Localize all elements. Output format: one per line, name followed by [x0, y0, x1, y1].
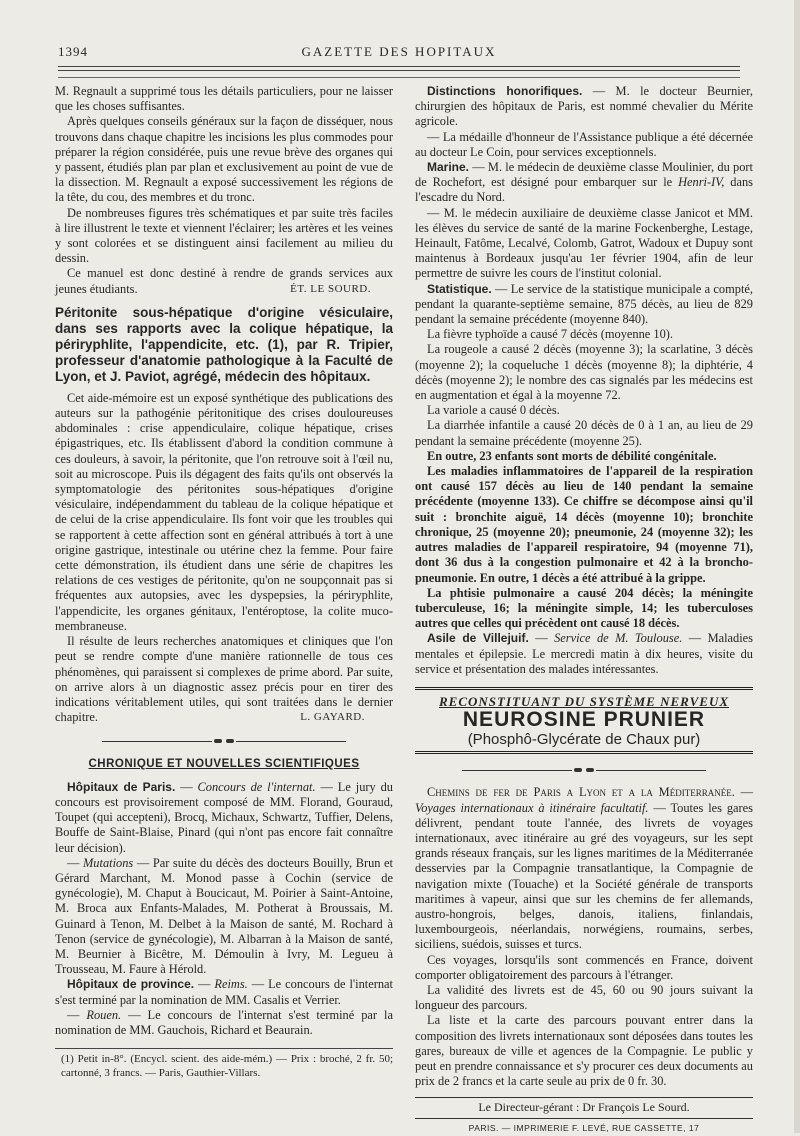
page-header	[58, 44, 740, 64]
news-item: Hôpitaux de Paris. — Concours de l'internat. — Le jury du concours est provisoirement composé de MM. Florand, Gouraud, Toupet (qui accepteni), Brocq, Michaux, Schwartz, Tuffier, Delens, Bouffe de Saint-Blaise, Pinard (qui n'ont pas encore fait connaître leur décision).	[55, 779, 393, 855]
paragraph	[55, 266, 393, 296]
run-in-heading: Asile de Villejuif.	[427, 631, 529, 646]
news-item: Asile de Villejuif. — Service de M. Toulouse. — Maladies mentales et épilepsie. Le mercredi matin à dix heures, visite du service et présentation des malades intéressantes.	[415, 631, 753, 676]
news-text: — Le concours de l'internat s'est terminé par la nomination de MM. Casalis et Verrier.	[55, 977, 393, 1007]
news-text: dans l'escadre du Nord.	[415, 175, 753, 205]
ad-product-name: NEUROSINE PRUNIER	[462, 708, 706, 732]
run-in-heading: Hôpitaux de province.	[67, 977, 195, 992]
paragraph: Ces voyages, lorsqu'ils sont commencés en France, doivent comporter obligatoirement des parcours à l'étranger.	[415, 952, 753, 982]
stat-line: La phtisie pulmonaire a causé 204 décès; la méningite tuberculeuse, 16; la méningite simple, 14; les tuberculoses autres que celles qui précèdent ont causé 18 décès.	[415, 585, 753, 631]
news-text: — Maladies mentales et épilepsie. Le mercredi matin à dix heures, visite du service et présentation des malades intéressantes.	[415, 631, 753, 676]
italic-subhead: Concours de l'internat.	[197, 779, 316, 794]
paragraph-text: Ce manuel est donc destiné à rendre de grands services aux jeunes étudiants.	[55, 266, 393, 296]
news-item: — Mutations — Par suite du décès des docteurs Bouilly, Brun et Gérard Marchant, M. Monod passe à Cochin (service de gynécologie), M. Chaput à Boucicaut, M. Poirier à Saint-Antoine, M. Broca aux Enfants-Malades, M. Potherat à Broussais, M. Guinard à Tenon, M. Delbet à la Maison de santé, M. Rochard à Tenon (service de gynécologie), M. Albarran à la Maison de santé, M. Beurnier à Bicêtre, M. Démoulin à Ivry, M. Legueu à Trousseau, M. Faure à Hérold.	[55, 855, 393, 977]
stat-line: La variole a causé 0 décès.	[427, 403, 560, 418]
italic-subhead: Mutations	[82, 855, 134, 870]
notice-text: — Toutes les gares délivrent, pendant toute l'année, des livrets de voyages internationaux, avec itinéraire au gré des voyageurs, sur les sept grands réseaux français, sur les lignes maritimes de la Méditerranée desservies par la Compagnie transatlantique, la Compagnie de navigation mixte (Touache) et la Société générale de transports maritimes à vapeur, ainsi que sur les chemins de fer allemands, austro-hongrois, belges, danois, italiens, finlandais, luxembourgeois, néerlandais, norwégiens, roumains, serbes, siciliens, suédois, suisses et turcs.	[415, 800, 753, 952]
italic-subhead: Voyages internationaux à itinéraire facultatif.	[415, 800, 649, 815]
journal-title: GAZETTE DES HOPITAUX	[301, 44, 497, 59]
news-text: — Le jury du concours est provisoirement composé de MM. Florand, Gouraud, Toupet (qui accepteni), Brocq, Michaux, Schwartz, Tuffier, Delens, Bouffe de Saint-Blaise, Pinard (qui n'ont pas encore fait connaître leur décision).	[55, 779, 393, 855]
page-number: 1394	[58, 44, 88, 59]
news-text: — M. le médecin de deuxième classe Moulinier, du port de Rochefort, est désigné pour embarquer sur le	[415, 160, 753, 190]
signature: L. GAYARD.	[300, 711, 365, 724]
stat-line: La fièvre typhoïde a causé 7 décès (moyenne 10).	[427, 327, 673, 342]
news-item	[415, 84, 753, 130]
left-column	[55, 84, 393, 1080]
paragraph	[55, 634, 393, 725]
paragraph: La liste et la carte des parcours pouvant entrer dans la composition des livrets internationaux sont déposées dans toutes les gares, bureaux de ville et agences de la Compagnie. Le public y peut en prendre connaissance et s'y procurer ces deux documents au prix de 2 francs et la carte seule au prix de 0 fr. 30.	[415, 1013, 753, 1089]
managing-director: Le Directeur-gérant : Dr François Le Sourd.	[415, 1097, 753, 1118]
news-text: — M. le docteur Beurnier, chirurgien des hôpitaux de Paris, est nommé chevalier du Mérite agricole.	[415, 84, 753, 129]
italic-subhead: Rouen.	[86, 1007, 122, 1022]
news-item: Hôpitaux de province. — Reims. — Le concours de l'internat s'est terminé par la nomination de MM. Casalis et Verrier.	[55, 977, 393, 1007]
separator-ornament	[415, 762, 753, 777]
footnote: (1) Petit in-8°. (Encycl. scient. des aide-mém.) — Prix : broché, 2 fr. 50; cartonné, 3 francs. — Paris, Gauthier-Villars.	[61, 1053, 393, 1079]
news-item	[415, 282, 753, 328]
page-edge	[794, 0, 800, 1133]
paragraph: M. Regnault a supprimé tous les détails particuliers, pour ne laisser que les choses suffisantes.	[55, 84, 393, 114]
news-item: — M. le médecin auxiliaire de deuxième classe Janicot et MM. les élèves du service de santé de la marine Fockenberghe, Lestage, Heinault, Fatôme, Lecalvé, Colomb, Gatrot, Wadoux et Dupuy sont maintenus à Bordeaux jusqu'au 1er février 1904, afin de leur permettre de suivre les cours de l'institut colonial.	[415, 205, 753, 281]
signature: ÉT. LE SOURD.	[290, 282, 371, 295]
notice-heading: Chemins de fer de Paris a Lyon et a la Méditerranée.	[427, 785, 735, 800]
separator-ornament	[55, 733, 393, 748]
ad-tagline: RECONSTITUANT DU SYSTÈME NERVEUX	[438, 693, 729, 709]
news-item	[415, 160, 753, 206]
stat-line: La rougeole a causé 2 décès (moyenne 3); la scarlatine, 3 décès (moyenne 2); la coqueluche 1 décès (moyenne 8); la diphtérie, 4 décès (moyenne 2); le nombre des cas signalés par les médecins est en augmentation et égal à la moyenne 72.	[415, 342, 753, 403]
printer-imprint: PARIS. — IMPRIMERIE F. LEVÉ, RUE CASSETTE, 17	[468, 1122, 700, 1133]
footnote-rule	[55, 1048, 393, 1049]
run-in-heading: Hôpitaux de Paris.	[67, 779, 176, 794]
notice: Chemins de fer de Paris a Lyon et a la Méditerranée. — Voyages internationaux à itinéraire facultatif. — Toutes les gares délivrent, pendant toute l'année, des livrets de voyages internationaux, avec itinéraire au gré des voyageurs, sur les sept grands réseaux français, sur les lignes maritimes de la Méditerranée desservies par la Compagnie transatlantique, la Compagnie de navigation mixte (Touache) et la Société générale de transports maritimes à vapeur, ainsi que sur les chemins de fer allemands, austro-hongrois, belges, danois, italiens, finlandais, luxembourgeois, néerlandais, norwégiens, roumains, serbes, siciliens, suédois, suisses et turcs.	[415, 785, 753, 952]
ad-subtitle: (Phosphô-Glycérate de Chaux pur)	[467, 731, 701, 749]
paragraph-text: Il résulte de leurs recherches anatomiques et cliniques que l'on peut se rendre compte d'une manière rationnelle de tous ces phénomènes, qui paraissent si complexes de prime abord. Par suite, on arrive alors à un diagnostic assez précis pour en tirer des indications véritablement utiles, qui sont traitées dans le dernier chapitre.	[55, 634, 393, 725]
news-item: — La médaille d'honneur de l'Assistance publique a été décernée au docteur Le Coin, pour services exceptionnels.	[415, 129, 753, 159]
news-text: — Le service de la statistique municipale a compté, pendant la quarante-septième semaine, 875 décès, au lieu de 829 pendant la semaine précédente (moyenne 840).	[415, 281, 753, 327]
header-rule	[58, 77, 740, 78]
stat-line: En outre, 23 enfants sont morts de débilité congénitale.	[427, 448, 717, 463]
paragraph: La validité des livrets est de 45, 60 ou 90 jours suivant la longueur des parcours.	[415, 982, 753, 1013]
paragraph: Après quelques conseils généraux sur la façon de disséquer, nous trouvons dans chaque chapitre les incisions les plus commodes pour préparer la région considérée, puis une revue brève des organes qui y passent, étudiés plan par plan et exclusivement au point de vue de la dissection. M. Regnault a exposé successivement les régions de la tête, du cou, des membres et du tronc.	[55, 114, 393, 205]
italic-subhead: Reims.	[214, 977, 248, 992]
ship-name: Henri-IV,	[678, 175, 725, 190]
review-heading: Péritonite sous-hépatique d'origine vésiculaire, dans ses rapports avec la colique hépatique, la périryphlite, l'appendicite, etc. (1), par R. Tripier, professeur d'anatomie pathologique à la Faculté de Lyon, et J. Paviot, agrégé, médecin des hôpitaux.	[55, 304, 393, 384]
header-rule	[58, 66, 740, 67]
stat-line: La diarrhée infantile a causé 20 décès de 0 à 1 an, au lieu de 29 pendant la semaine précédente (moyenne 25).	[415, 418, 753, 448]
paragraph: De nombreuses figures très schématiques et par suite très faciles à lire illustrent le texte et viennent l'éclairer; les artères et les veines y sont colorées et se distinguent ainsi facilement au milieu du dessin.	[55, 205, 393, 266]
run-in-heading: Distinctions honorifiques.	[427, 84, 583, 98]
right-column	[415, 84, 753, 1136]
advertisement	[415, 687, 753, 754]
section-title: CHRONIQUE ET NOUVELLES SCIENTIFIQUES	[88, 757, 360, 770]
news-item: — Rouen. — Le concours de l'internat s'est terminé par la nomination de MM. Gauchois, Richard et Beaurain.	[55, 1007, 393, 1037]
stat-line: Les maladies inflammatoires de l'appareil de la respiration ont causé 157 décès au lieu de 140 pendant la semaine précédente (moyenne 133). Ce chiffre se décompose ainsi qu'il suit : bronchite aiguë, 14 décès (moyenne 10); bronchite chronique, 25 (moyenne 20); pneumonie, 24 (moyenne 32); les autres maladies de l'appareil respiratoire, 94 (moyenne 71), dont 36 dus à la congestion pulmonaire et 42 à la broncho-pneumonie. En outre, 1 décès a été attribué à la grippe.	[415, 464, 753, 585]
run-in-heading: Marine.	[427, 160, 470, 175]
run-in-heading: Statistique.	[427, 281, 492, 296]
header-rule	[58, 70, 740, 71]
news-text: — Le concours de l'internat s'est terminé par la nomination de MM. Gauchois, Richard et Beaurain.	[55, 1007, 393, 1037]
paragraph: Cet aide-mémoire est un exposé synthétique des publications des auteurs sur la pathogénie péritonitique des crises douloureuses abdominales : crise appendiculaire, colique hépatique, crises épigastriques, etc. Ils établissent d'abord la condition commune à ces douleurs, à savoir, la péritonite, que l'on retrouve soit à l'œil nu, soit au microscope. Puis ils dégagent des faits qu'ils ont observés la symptomatologie des péritonites sous-hépatiques d'origine vésiculaire, indépendamment du tableau de la colique hépatique et de celui de la crise appendiculaire. Ils font voir que les troubles qui se rapportent à cette affection sont en général attribués à tort à une origine gastrique, intestinale ou utérine chez la femme. Pour faire cette démonstration, ils étudient dans une série de chapitres les relations de ces vestiges de péritonite, qu'on ne soupçonnait pas si fréquentes aux autopsies, avec les dyspepsies, la périryphlite, l'appendicite, les organes génitaux, l'entéroptose, la colite muco-membraneuse.	[55, 390, 393, 633]
news-text: — Par suite du décès des docteurs Bouilly, Brun et Gérard Marchant, M. Monod passe à Cochin (service de gynécologie), M. Chaput à Boucicaut, M. Poirier à Saint-Antoine, M. Broca aux Enfants-Malades, M. Potherat à Broussais, M. Guinard à Tenon, M. Delbet à la Maison de santé, M. Rochard à Tenon (service de gynécologie), M. Albarran à la Maison de santé, M. Beurnier à Bicêtre, M. Démoulin à Ivry, M. Legueu à Trousseau, M. Faure à Hérold.	[55, 855, 393, 977]
italic-subhead: Service de M. Toulouse.	[554, 631, 683, 646]
